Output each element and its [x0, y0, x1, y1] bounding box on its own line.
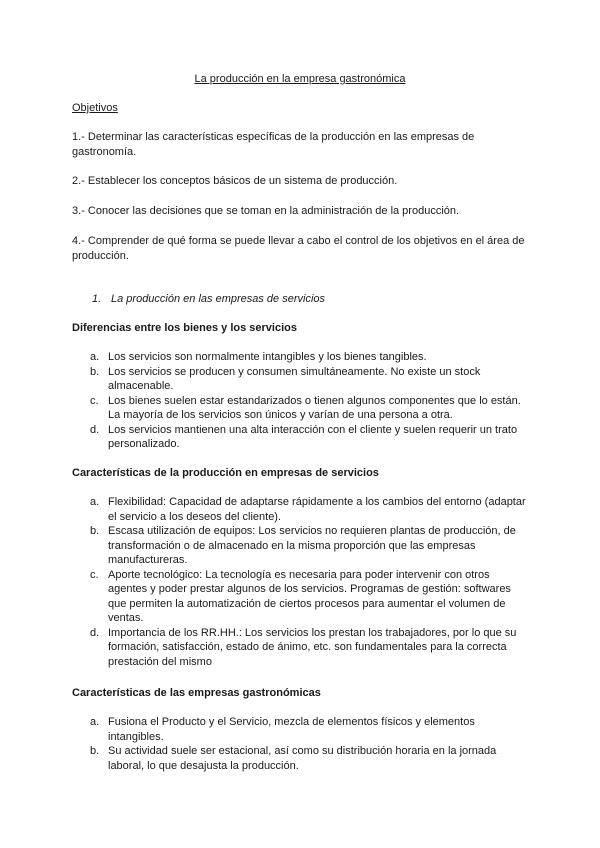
subtitle-number: 1. [92, 293, 102, 305]
list-item [90, 394, 530, 423]
list-item-text: Flexibilidad: Capacidad de adaptarse rápidamente a los cambios del entorno (adaptar el servicio a los deseos del cliente). [108, 496, 526, 523]
objective-item: 4.- Comprender de qué forma se puede llevar a cabo el control de los objetivos en el área de producción. [72, 235, 525, 262]
objective-item: 3.- Conocer las decisiones que se toman en la administración de la producción. [72, 205, 460, 217]
list-item-letter: d. [90, 626, 100, 639]
list-item [90, 423, 530, 452]
differences-list [90, 350, 530, 452]
list-item-letter: a. [90, 496, 100, 508]
section-heading-gastronomic: Características de las empresas gastronómicas [72, 687, 321, 699]
list-item [90, 350, 530, 365]
list-item [90, 626, 530, 670]
list-item-letter: b. [90, 745, 100, 757]
section-heading-production: Características de la producción en empresas de servicios [72, 467, 379, 479]
list-item [90, 568, 530, 626]
list-item [90, 715, 530, 744]
objective-item: 1.- Determinar las características específicas de la producción en las empresas de gastronomía. [72, 131, 475, 158]
list-item-letter: c. [90, 394, 99, 407]
list-item-letter: d. [90, 423, 100, 436]
list-item-text: Los servicios se producen y consumen simultáneamente. No existe un stock almacenable. [108, 365, 481, 392]
list-item-letter: b. [90, 365, 100, 378]
document-title: La producción en la empresa gastronómica [194, 73, 406, 85]
list-item-letter: a. [90, 716, 100, 728]
production-characteristics-list [90, 495, 530, 669]
list-item-text: Importancia de los RR.HH.: Los servicios los prestan los trabajadores, por lo que su formación, satisfacción, estado de ánimo, etc. son fundamentales para la correcta prestación del mismo [108, 626, 517, 668]
section-subtitle [92, 292, 325, 307]
list-item-text: Los servicios mantienen una alta interacción con el cliente y suelen requerir un trato personalizado. [108, 423, 518, 450]
list-item-letter: c. [90, 568, 99, 581]
list-item [90, 744, 530, 773]
list-item-text: Los servicios son normalmente intangibles y los bienes tangibles. [108, 351, 427, 363]
list-item [90, 524, 530, 568]
objective-item: 2.- Establecer los conceptos básicos de un sistema de producción. [72, 175, 398, 187]
list-item [90, 365, 530, 394]
list-item-letter: a. [90, 351, 100, 363]
list-item-text: Aporte tecnológico: La tecnología es necesaria para poder intervenir con otros agentes y poder prestar algunos de los servicios. Programas de gestión: softwares que permiten la automatización de ciertos procesos para aumentar el volumen de ventas. [108, 568, 511, 624]
list-item-letter: b. [90, 525, 100, 537]
list-item [90, 495, 530, 524]
list-item-text: Escasa utilización de equipos: Los servicios no requieren plantas de producción, de transformación o de almacenado en la misma proporción que las empresas manufactureras. [108, 525, 516, 566]
subtitle-text: La producción en las empresas de servicios [111, 293, 326, 305]
list-item-text: Su actividad suele ser estacional, así como su distribución horaria en la jornada laboral, lo que desajusta la producción. [108, 745, 497, 772]
objectives-heading: Objetivos [72, 102, 118, 114]
gastronomic-characteristics-list [90, 715, 530, 773]
list-item-text: Los bienes suelen estar estandarizados o tienen algunos componentes que lo están. La mayoría de los servicios son únicos y varían de una persona a otra. [108, 394, 521, 421]
section-heading-differences: Diferencias entre los bienes y los servicios [72, 322, 297, 334]
list-item-text: Fusiona el Producto y el Servicio, mezcla de elementos físicos y elementos intangibles. [108, 716, 475, 743]
